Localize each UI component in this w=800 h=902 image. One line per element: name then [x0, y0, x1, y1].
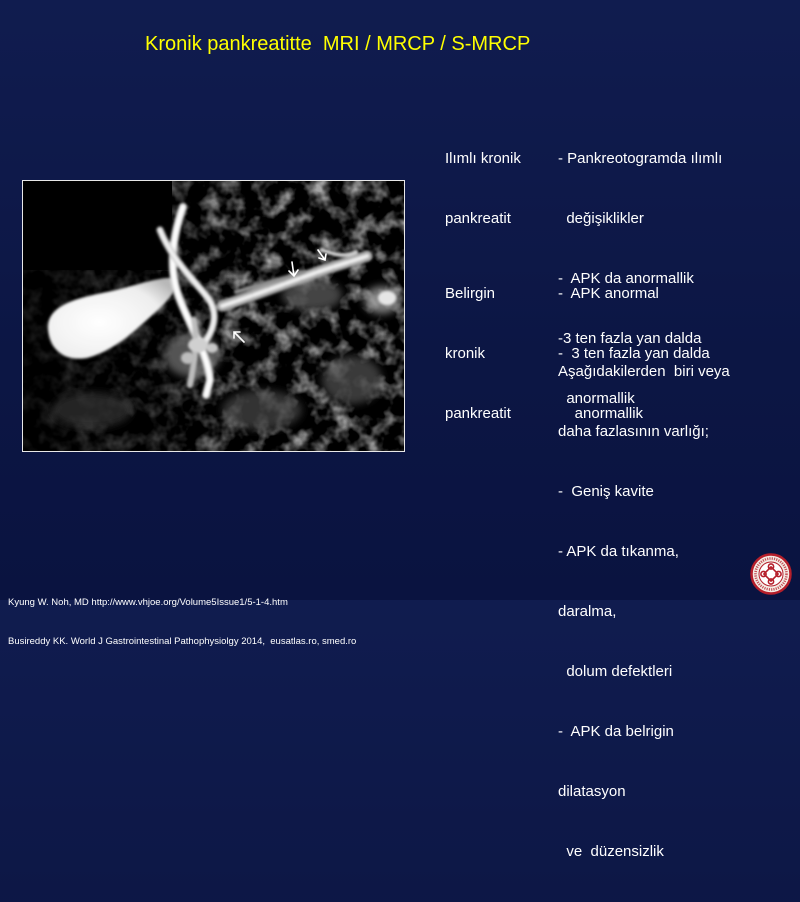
description-line: - 3 ten fazla yan dalda: [558, 345, 710, 362]
marked-term: [445, 244, 511, 464]
description-line: değişiklikler: [558, 210, 644, 227]
term-line: Belirgin: [445, 285, 496, 302]
description-line: - Pankreotogramda ılımlı: [558, 150, 723, 167]
criteria-line: dolum defektleri: [558, 663, 673, 680]
criteria-line: - APK da belrigin: [558, 723, 674, 740]
description-line: - APK anormal: [558, 285, 659, 302]
criteria-line: daha fazlasının varlığı;: [558, 423, 709, 440]
criteria-line: Aşağıdakilerden biri veya: [558, 363, 730, 380]
marked-criteria: [558, 322, 730, 902]
reference-line: Kyung W. Noh, MD http://www.vhjoe.org/Volume5Issue1/5-1-4.htm: [8, 597, 288, 608]
term-line: pankreatit: [445, 210, 511, 227]
description-line: anormallik: [558, 390, 635, 407]
institution-seal-logo: [750, 553, 792, 595]
term-line: pankreatit: [445, 405, 511, 422]
reference-line: Busireddy KK. World J Gastrointestinal Pathophysiolgy 2014, eusatlas.ro, smed.ro: [8, 636, 357, 647]
criteria-line: - Geniş kavite: [558, 483, 654, 500]
slide-title: Kronik pankreatitte MRI / MRCP / S-MRCP: [145, 33, 531, 55]
criteria-line: daralma,: [558, 603, 617, 620]
criteria-line: dilatasyon: [558, 783, 626, 800]
mrcp-image: [22, 180, 405, 452]
term-line: Ilımlı kronik: [445, 150, 521, 167]
description-line: - APK da anormallik: [558, 270, 694, 287]
description-line: -3 ten fazla yan dalda: [558, 330, 702, 347]
term-line: kronik: [445, 345, 486, 362]
criteria-line: - APK da tıkanma,: [558, 543, 679, 560]
reference-footer: [8, 570, 356, 674]
description-line: anormallik: [558, 405, 644, 422]
criteria-line: ve düzensizlik: [558, 843, 664, 860]
